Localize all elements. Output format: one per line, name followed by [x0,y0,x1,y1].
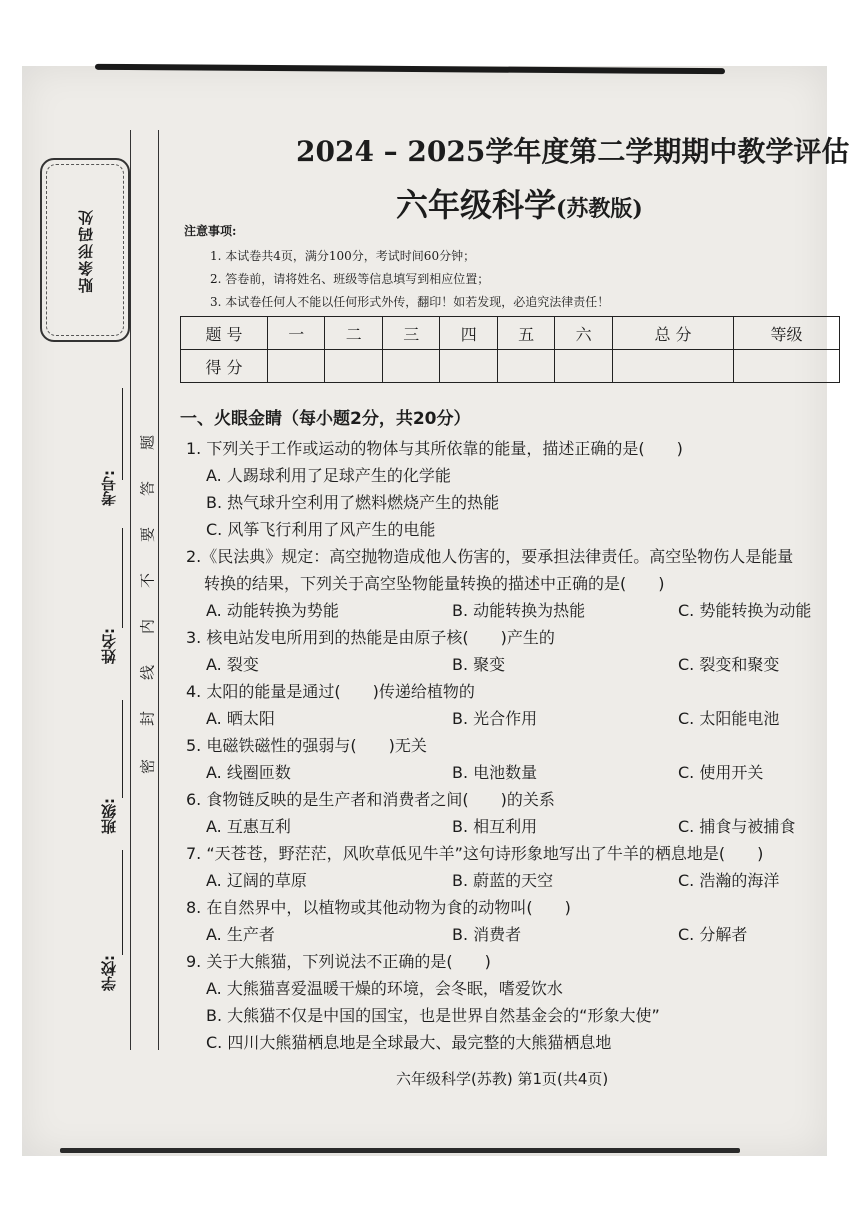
option-row [180,867,840,894]
score-cell [612,350,733,383]
seal-char: 线 [138,665,157,681]
score-table-header-row [181,317,840,350]
seal-char: 要 [138,527,157,543]
question-2 [180,543,840,624]
exam-subtitle [396,180,643,226]
seal-char: 不 [138,573,157,589]
score-header-cell: 六 [555,317,612,350]
name-blank [122,528,123,628]
option-c: C. 四川大熊猫栖息地是全球最大、最完整的大熊猫栖息地 [206,1033,612,1052]
school-blank [122,850,123,955]
question-stem: 1. 下列关于工作或运动的物体与其所依靠的能量，描述正确的是( ) [186,439,683,458]
question-3 [180,624,840,678]
option-row [180,813,840,840]
seal-char: 封 [138,711,157,727]
edition-label: (苏教版) [556,196,643,222]
binding-line-right [158,130,159,1050]
question-stem: 8. 在自然界中，以植物或其他动物为食的动物叫( ) [186,898,571,917]
option-b: B. 电池数量 [452,763,538,782]
class-blank [122,700,123,798]
score-header-cell: 总 分 [612,317,733,350]
score-header-cell: 四 [440,317,497,350]
score-cell [325,350,382,383]
score-header-cell: 二 [325,317,382,350]
option-c: C. 风筝飞行利用了风产生的电能 [206,520,436,539]
option-a: A. 线圈匝数 [206,763,291,782]
question-stem: 3. 核电站发电所用到的热能是由原子核( )产生的 [186,628,555,647]
option-b: B. 蔚蓝的天空 [452,871,554,890]
score-cell [555,350,612,383]
instruction-item: 1. 本试卷共4页，满分100分，考试时间60分钟； [210,249,476,263]
option-row [180,651,840,678]
seal-char: 答 [138,481,157,497]
option-b: B. 消费者 [452,925,522,944]
exam-number-blank [122,388,123,480]
option-c: C. 裂变和聚变 [678,655,780,674]
option-a: A. 辽阔的草原 [206,871,307,890]
instructions-heading: 注意事项: [184,224,237,238]
barcode-box [40,158,130,342]
option-a: A. 生产者 [206,925,275,944]
question-stem-continued: 转换的结果，下列关于高空坠物能量转换的描述中正确的是( ) [204,574,665,593]
question-stem: 2.《民法典》规定：高空抛物造成他人伤害的，要承担法律责任。高空坠物伤人是能量 [186,547,794,566]
instruction-item: 3. 本试卷任何人不能以任何形式外传，翻印！如若发现，必追究法律责任！ [210,295,610,309]
option-c: C. 使用开关 [678,763,764,782]
option-a: A. 动能转换为势能 [206,601,339,620]
barcode-box-inner [46,164,124,336]
score-header-cell: 一 [268,317,325,350]
section-title: 一、火眼金睛（每小题2分，共20分） [180,409,471,429]
option-row [180,705,840,732]
question-5 [180,732,840,786]
option-row [180,921,840,948]
option-a: A. 晒太阳 [206,709,275,728]
option-b: B. 热气球升空利用了燃料燃烧产生的热能 [206,493,500,512]
score-table-score-row [181,350,840,383]
option-row [180,597,840,624]
option-b: B. 相互利用 [452,817,538,836]
paper-bottom-edge [60,1148,740,1153]
score-row-label: 得 分 [181,350,268,383]
instruction-item: 2. 答卷前，请将姓名、班级等信息填写到相应位置； [210,272,490,286]
exam-number-label: 考号: [100,470,118,506]
option-b: B. 聚变 [452,655,506,674]
option-c: C. 太阳能电池 [678,709,780,728]
question-1 [180,435,840,543]
barcode-label: 贴条形码处 [76,207,95,293]
question-stem: 9. 关于大熊猫，下列说法不正确的是( ) [186,952,491,971]
question-7 [180,840,840,894]
page-footer: 六年级科学(苏教) 第1页(共4页) [396,1070,609,1088]
seal-char: 题 [138,435,157,451]
option-a: A. 人踢球利用了足球产生的化学能 [206,466,451,485]
seal-char: 内 [138,619,157,635]
question-stem: 4. 太阳的能量是通过( )传递给植物的 [186,682,475,701]
score-cell [268,350,325,383]
option-c: C. 浩瀚的海洋 [678,871,780,890]
score-table [180,316,840,383]
score-header-cell: 五 [497,317,554,350]
option-a: A. 裂变 [206,655,259,674]
score-cell [382,350,439,383]
option-c: C. 势能转换为动能 [678,601,812,620]
name-label: 姓名: [100,628,118,664]
section-1 [180,404,840,1056]
question-9 [180,948,840,1056]
score-header-cell: 三 [382,317,439,350]
option-a: A. 互惠互利 [206,817,291,836]
option-b: B. 动能转换为热能 [452,601,586,620]
school-label: 学校: [100,955,118,991]
question-6 [180,786,840,840]
question-4 [180,678,840,732]
score-header-cell: 等级 [734,317,840,350]
score-cell [497,350,554,383]
option-c: C. 分解者 [678,925,748,944]
option-c: C. 捕食与被捕食 [678,817,796,836]
score-header-cell: 题 号 [181,317,268,350]
option-row [180,759,840,786]
question-stem: 7. “天苍苍，野茫茫，风吹草低见牛羊”这句诗形象地写出了牛羊的栖息地是( ) [186,844,764,863]
score-cell [440,350,497,383]
exam-title: 2024 – 2025学年度第二学期期中教学评估 [296,135,850,168]
instructions [184,222,609,314]
question-stem: 6. 食物链反映的是生产者和消费者之间( )的关系 [186,790,555,809]
class-label: 班级: [100,798,118,834]
option-a: A. 大熊猫喜爱温暖干燥的环境，会冬眠，嗜爱饮水 [206,979,563,998]
seal-char: 密 [138,759,157,775]
question-stem: 5. 电磁铁磁性的强弱与( )无关 [186,736,427,755]
subject-name: 六年级科学 [396,186,557,224]
option-b: B. 光合作用 [452,709,538,728]
option-b: B. 大熊猫不仅是中国的国宝，也是世界自然基金会的“形象大使” [206,1006,660,1025]
score-cell [734,350,840,383]
question-8 [180,894,840,948]
binding-line-left [130,130,131,1050]
